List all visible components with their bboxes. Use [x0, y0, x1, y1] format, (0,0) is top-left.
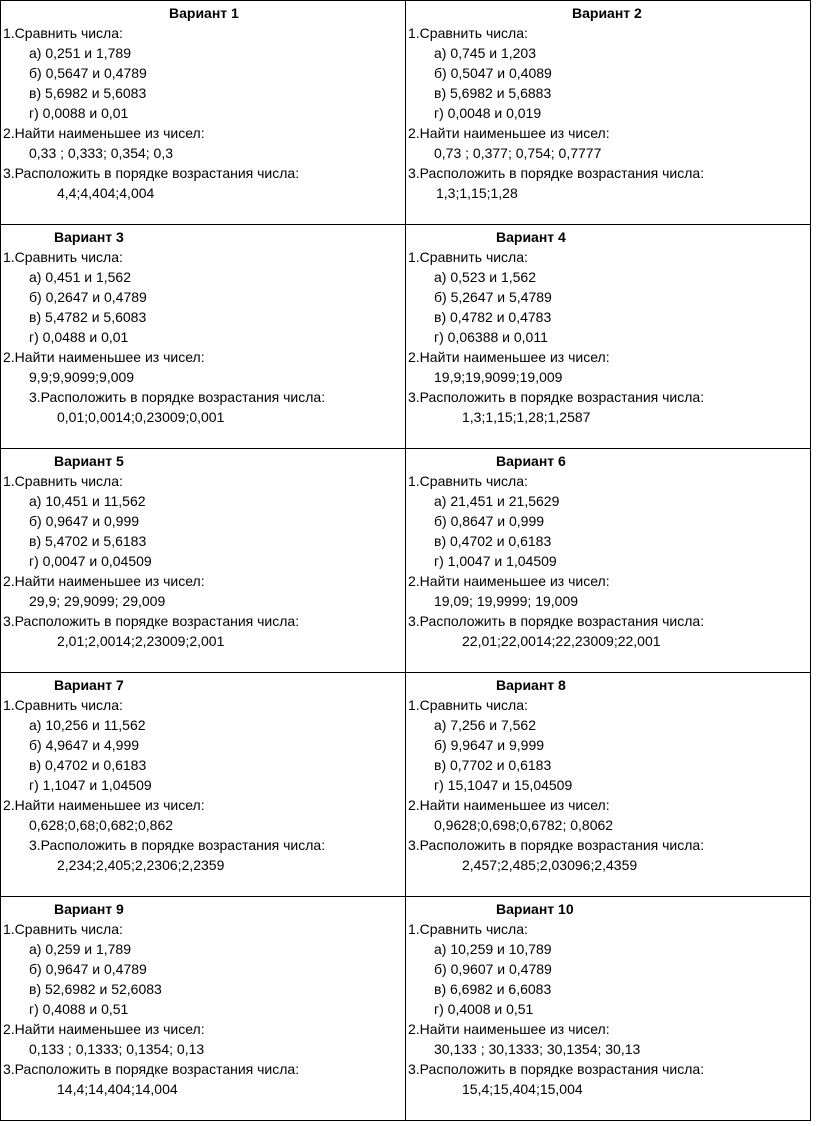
- task-line-n3: 2,234;2,405;2,2306;2,2359: [57, 857, 225, 873]
- task-line-a: а) 21,451 и 21,5629: [434, 493, 560, 509]
- variant-title: Вариант 8: [496, 677, 566, 693]
- variant-title: Вариант 2: [572, 5, 642, 21]
- task-line-v: в) 0,7702 и 0,6183: [434, 757, 552, 773]
- variant-content: [406, 225, 810, 448]
- task-line-g: г) 0,0488 и 0,01: [29, 329, 129, 345]
- task-line-a: а) 10,259 и 10,789: [434, 941, 552, 957]
- task-line-t1: 1.Сравнить числа:: [408, 249, 528, 265]
- task-line-n2: 9,9;9,9099;9,009: [29, 369, 135, 385]
- variant-title: Вариант 3: [54, 229, 124, 245]
- task-line-t1: 1.Сравнить числа:: [3, 249, 123, 265]
- variant-content: [406, 449, 810, 672]
- variant-cell: [1, 225, 406, 449]
- variant-content: [406, 673, 810, 896]
- variants-row: [1, 673, 811, 897]
- task-line-n3: 22,01;22,0014;22,23009;22,001: [462, 633, 661, 649]
- variant-cell: [406, 449, 811, 673]
- task-line-t3: 3.Расположить в порядке возрастания числа:: [408, 165, 705, 181]
- task-line-b: б) 0,9647 и 0,4789: [29, 961, 147, 977]
- task-line-v: в) 0,4702 и 0,6183: [434, 533, 552, 549]
- task-line-t2: 2.Найти наименьшее из чисел:: [408, 125, 610, 141]
- variants-row: [1, 897, 811, 1121]
- task-line-a: а) 0,745 и 1,203: [434, 45, 537, 61]
- task-line-b: б) 9,9647 и 9,999: [434, 737, 545, 753]
- task-line-a: а) 10,451 и 11,562: [29, 493, 146, 509]
- task-line-n2: 0,9628;0,698;0,6782; 0,8062: [434, 817, 614, 833]
- task-line-a: а) 10,256 и 11,562: [29, 717, 146, 733]
- task-line-t1: 1.Сравнить числа:: [3, 921, 123, 937]
- task-line-t2: 2.Найти наименьшее из чисел:: [408, 797, 610, 813]
- task-line-t2: 2.Найти наименьшее из чисел:: [408, 349, 610, 365]
- variant-title: Вариант 6: [496, 453, 566, 469]
- task-line-b: б) 0,8647 и 0,999: [434, 513, 545, 529]
- task-line-v: в) 0,4702 и 0,6183: [29, 757, 147, 773]
- task-line-b: б) 0,2647 и 0,4789: [29, 289, 147, 305]
- task-line-t1: 1.Сравнить числа:: [408, 25, 528, 41]
- task-line-t1: 1.Сравнить числа:: [3, 697, 123, 713]
- variant-cell: [1, 897, 406, 1121]
- task-line-v: в) 5,6982 и 5,6883: [434, 85, 552, 101]
- task-line-t3: 3.Расположить в порядке возрастания числа:: [3, 1061, 300, 1077]
- task-line-b: б) 4,9647 и 4,999: [29, 737, 140, 753]
- task-line-t2: 2.Найти наименьшее из чисел:: [408, 1021, 610, 1037]
- task-line-n3: 2,457;2,485;2,03096;2,4359: [462, 857, 638, 873]
- task-line-t1: 1.Сравнить числа:: [408, 473, 528, 489]
- variant-cell: [406, 897, 811, 1121]
- task-line-n2: 0,628;0,68;0,682;0,862: [29, 817, 174, 833]
- task-line-t3: 3.Расположить в порядке возрастания числа:: [29, 389, 326, 405]
- variant-content: [406, 1, 810, 224]
- task-line-n2: 19,09; 19,9999; 19,009: [434, 593, 579, 609]
- variant-content: [1, 225, 405, 448]
- task-line-n3: 0,01;0,0014;0,23009;0,001: [57, 409, 225, 425]
- task-line-n2: 0,33 ; 0,333; 0,354; 0,3: [29, 145, 174, 161]
- task-line-v: в) 6,6982 и 6,6083: [434, 981, 552, 997]
- variant-content: [1, 1, 405, 224]
- task-line-t2: 2.Найти наименьшее из чисел:: [3, 349, 205, 365]
- task-line-a: а) 0,451 и 1,562: [29, 269, 132, 285]
- task-line-a: а) 0,259 и 1,789: [29, 941, 132, 957]
- task-line-n3: 1,3;1,15;1,28: [436, 185, 518, 201]
- variants-row: [1, 449, 811, 673]
- variant-cell: [406, 673, 811, 897]
- task-line-n3: 4,4;4,404;4,004: [57, 185, 155, 201]
- task-line-t2: 2.Найти наименьшее из чисел:: [3, 125, 205, 141]
- task-line-b: б) 0,9647 и 0,999: [29, 513, 140, 529]
- task-line-t3: 3.Расположить в порядке возрастания числа:: [408, 613, 705, 629]
- task-line-t3: 3.Расположить в порядке возрастания числа:: [408, 1061, 705, 1077]
- task-line-t2: 2.Найти наименьшее из чисел:: [408, 573, 610, 589]
- task-line-t1: 1.Сравнить числа:: [3, 25, 123, 41]
- task-line-n2: 19,9;19,9099;19,009: [434, 369, 563, 385]
- variant-title: Вариант 9: [54, 901, 124, 917]
- task-line-b: б) 5,2647 и 5,4789: [434, 289, 552, 305]
- task-line-n3: 1,3;1,15;1,28;1,2587: [462, 409, 591, 425]
- task-line-t2: 2.Найти наименьшее из чисел:: [3, 797, 205, 813]
- variant-cell: [1, 449, 406, 673]
- variant-title: Вариант 7: [54, 677, 124, 693]
- task-line-t3: 3.Расположить в порядке возрастания числа:: [3, 613, 300, 629]
- task-line-g: г) 1,0047 и 1,04509: [434, 553, 557, 569]
- task-line-a: а) 7,256 и 7,562: [434, 717, 537, 733]
- task-line-t3: 3.Расположить в порядке возрастания числа:: [408, 389, 705, 405]
- task-line-t3: 3.Расположить в порядке возрастания числа:: [3, 165, 300, 181]
- variant-cell: [406, 1, 811, 225]
- task-line-g: г) 0,4008 и 0,51: [434, 1001, 534, 1017]
- variant-title: Вариант 5: [54, 453, 124, 469]
- task-line-t3: 3.Расположить в порядке возрастания числа:: [29, 837, 326, 853]
- task-line-b: б) 0,5647 и 0,4789: [29, 65, 147, 81]
- variant-title: Вариант 4: [496, 229, 566, 245]
- task-line-n3: 2,01;2,0014;2,23009;2,001: [57, 633, 225, 649]
- variant-content: [1, 897, 405, 1120]
- task-line-g: г) 0,06388 и 0,011: [434, 329, 548, 345]
- variants-row: [1, 225, 811, 449]
- task-line-t2: 2.Найти наименьшее из чисел:: [3, 1021, 205, 1037]
- task-line-t1: 1.Сравнить числа:: [408, 921, 528, 937]
- task-line-n3: 15,4;15,404;15,004: [462, 1081, 583, 1097]
- task-line-v: в) 52,6982 и 52,6083: [29, 981, 162, 997]
- task-line-g: г) 15,1047 и 15,04509: [434, 777, 573, 793]
- variant-content: [1, 449, 405, 672]
- task-line-b: б) 0,9607 и 0,4789: [434, 961, 552, 977]
- task-line-n2: 0,73 ; 0,377; 0,754; 0,7777: [434, 145, 602, 161]
- task-line-n2: 30,133 ; 30,1333; 30,1354; 30,13: [434, 1041, 641, 1057]
- task-line-g: г) 0,0048 и 0,019: [434, 105, 542, 121]
- task-line-v: в) 5,6982 и 5,6083: [29, 85, 147, 101]
- task-line-t3: 3.Расположить в порядке возрастания числа:: [408, 837, 705, 853]
- task-line-v: в) 0,4782 и 0,4783: [434, 309, 552, 325]
- task-line-g: г) 0,0047 и 0,04509: [29, 553, 152, 569]
- variants-row: [1, 1, 811, 225]
- variant-cell: [1, 1, 406, 225]
- task-line-a: а) 0,523 и 1,562: [434, 269, 537, 285]
- task-line-n2: 29,9; 29,9099; 29,009: [29, 593, 166, 609]
- variant-cell: [1, 673, 406, 897]
- task-line-g: г) 0,4088 и 0,51: [29, 1001, 129, 1017]
- variant-content: [1, 673, 405, 896]
- task-line-n2: 0,133 ; 0,1333; 0,1354; 0,13: [29, 1041, 205, 1057]
- task-line-b: б) 0,5047 и 0,4089: [434, 65, 552, 81]
- task-line-t1: 1.Сравнить числа:: [3, 473, 123, 489]
- task-line-t2: 2.Найти наименьшее из чисел:: [3, 573, 205, 589]
- variant-title: Вариант 10: [496, 901, 574, 917]
- task-line-v: в) 5,4782 и 5,6083: [29, 309, 147, 325]
- task-line-n3: 14,4;14,404;14,004: [57, 1081, 178, 1097]
- task-line-t1: 1.Сравнить числа:: [408, 697, 528, 713]
- task-line-v: в) 5,4702 и 5,6183: [29, 533, 147, 549]
- variant-title: Вариант 1: [169, 5, 239, 21]
- variant-cell: [406, 225, 811, 449]
- task-line-g: г) 1,1047 и 1,04509: [29, 777, 152, 793]
- task-line-a: а) 0,251 и 1,789: [29, 45, 132, 61]
- variant-content: [406, 897, 810, 1120]
- task-line-g: г) 0,0088 и 0,01: [29, 105, 129, 121]
